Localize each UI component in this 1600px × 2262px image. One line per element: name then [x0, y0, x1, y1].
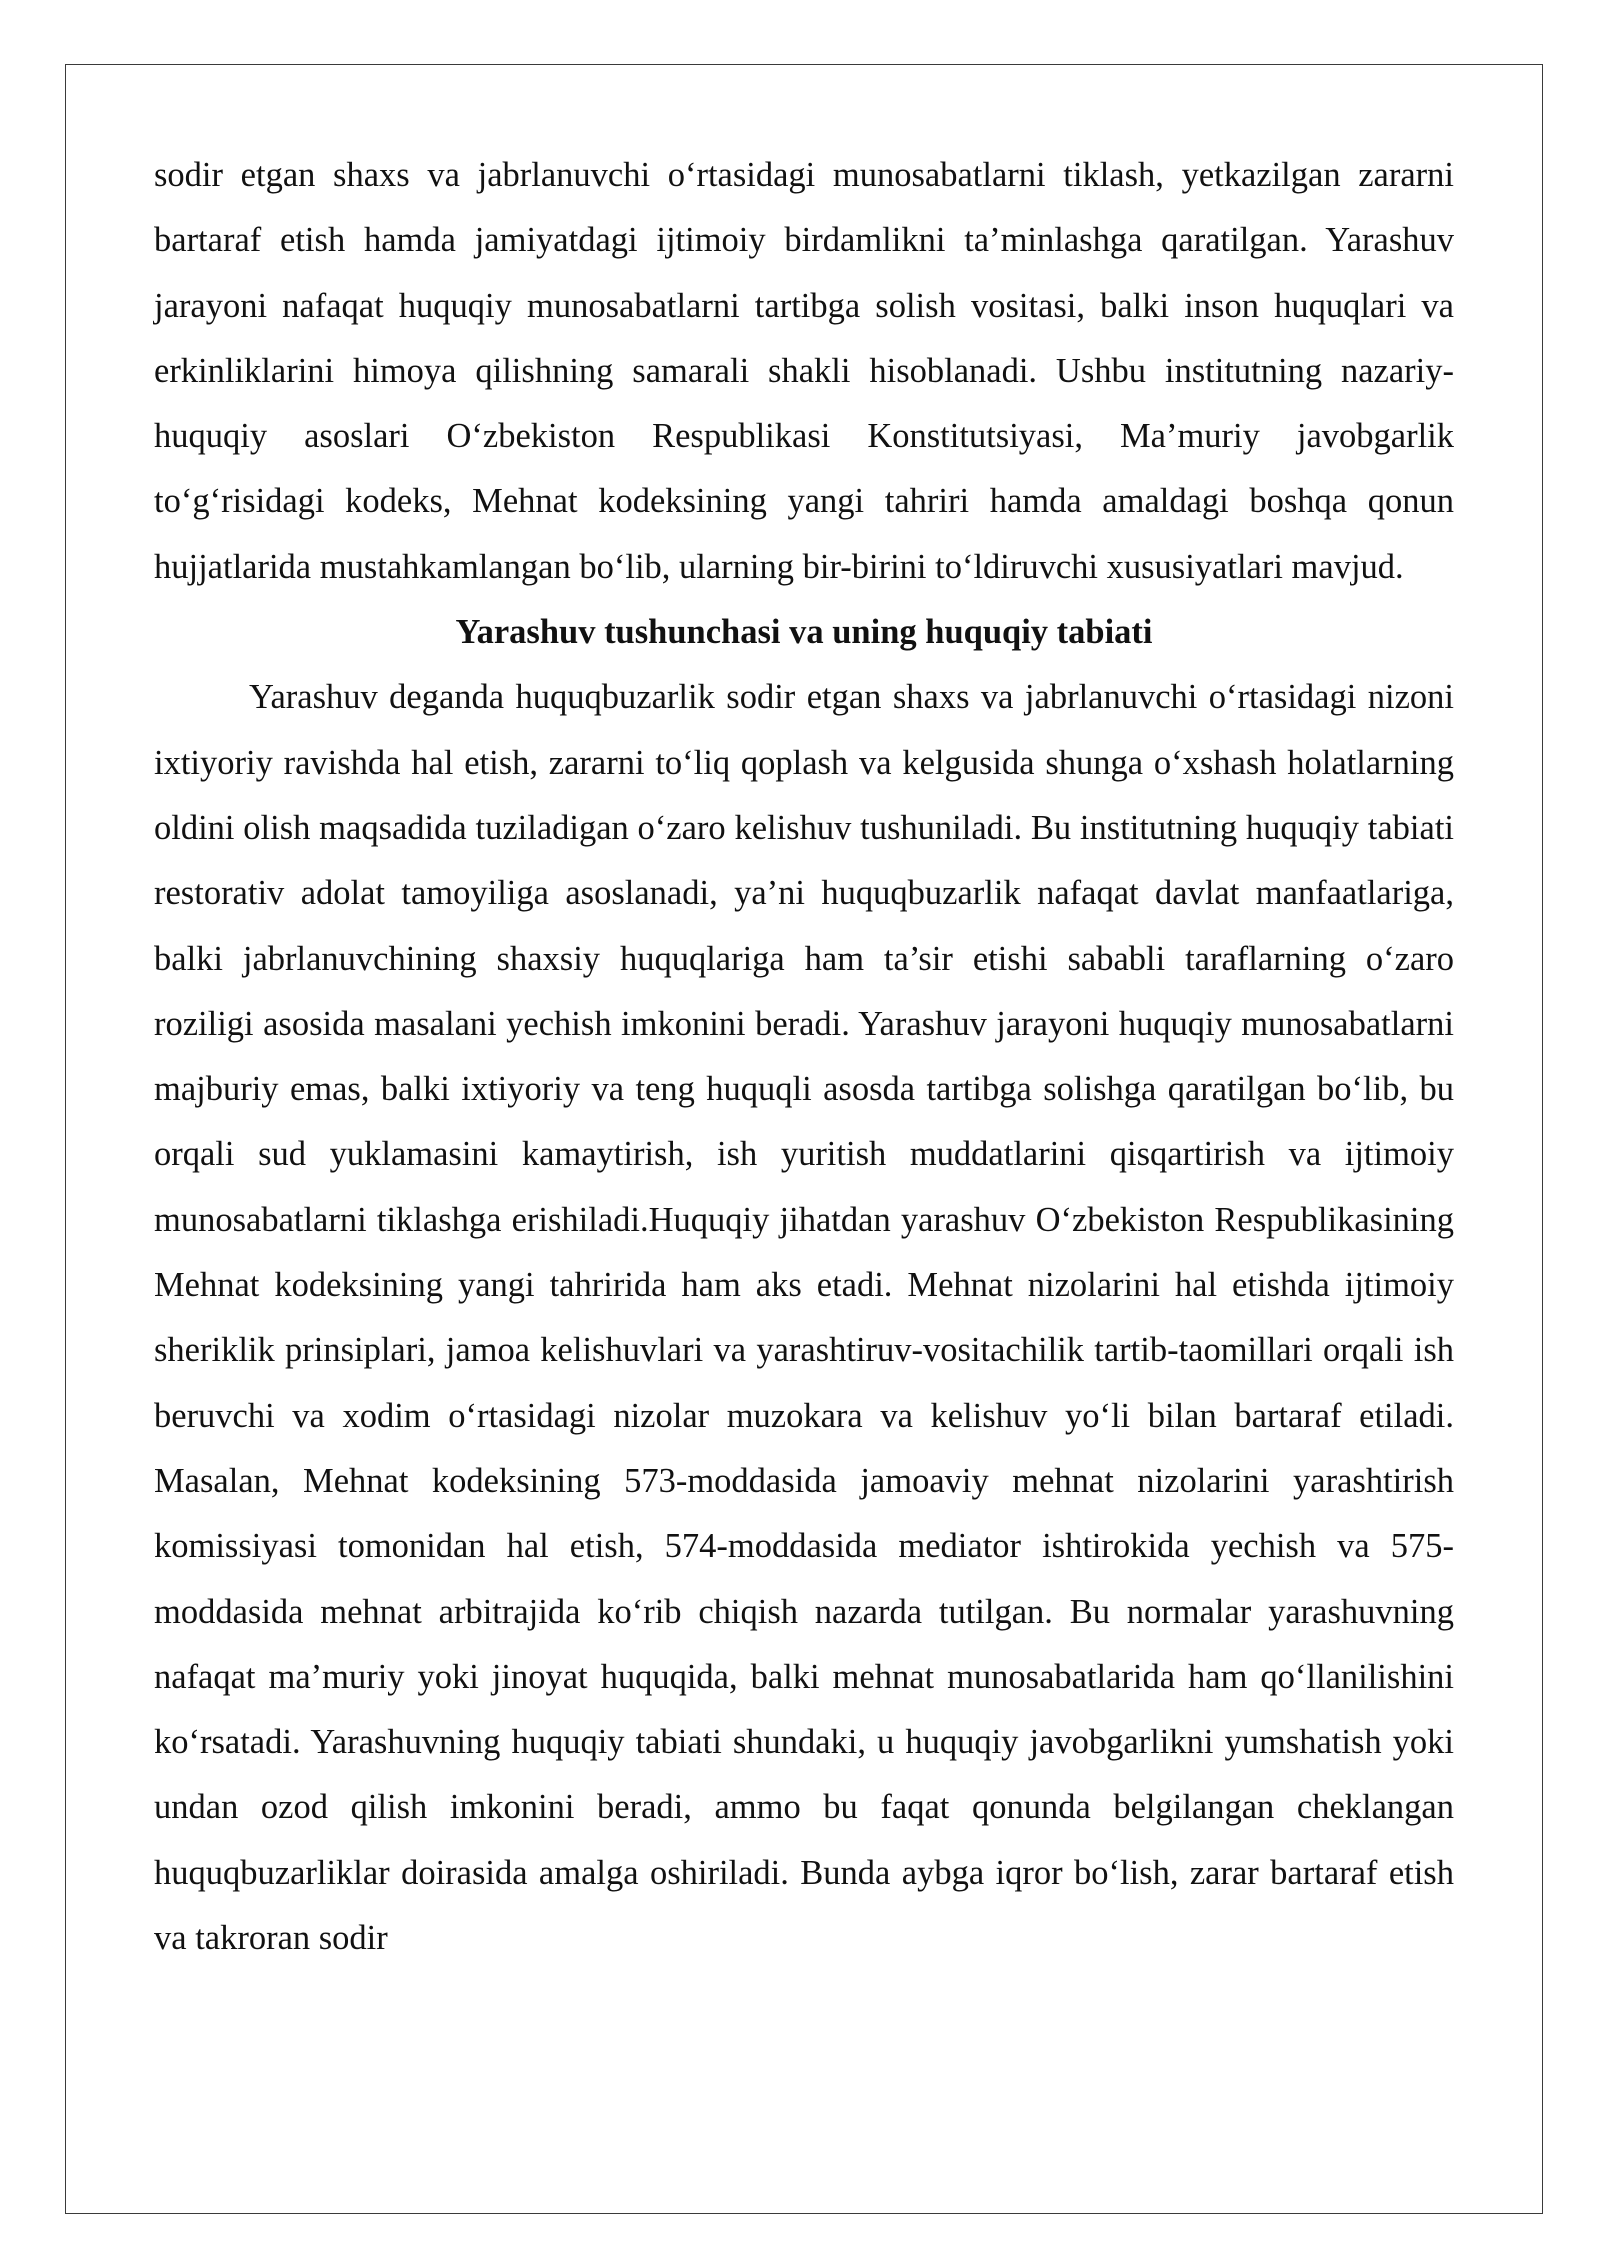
- paragraph-intro: sodir etgan shaxs va jabrlanuvchi o‘rtasidagi munosabatlarni tiklash, yetkazilgan zararni bartaraf etish hamda jamiyatdagi ijtimoiy birdamlikni ta’minlashga qaratilgan. Yarashuv jarayoni nafaqat huquqiy munosabatlarni tartibga solish vositasi, balki inson huquqlari va erkinliklarini himoya qilishning samarali shakli hisoblanadi. Ushbu institutning nazariy-huquqiy asoslari O‘zbekiston Respublikasi Konstitutsiyasi, Ma’muriy javobgarlik to‘g‘risidagi kodeks, Mehnat kodeksining yangi tahriri hamda amaldagi boshqa qonun hujjatlarida mustahkamlangan bo‘lib, ularning bir-birini to‘ldiruvchi xususiyatlari mavjud.: [154, 156, 1454, 586]
- document-body: [154, 143, 1454, 1971]
- section-heading: Yarashuv tushunchasi va uning huquqiy tabiati: [455, 613, 1153, 652]
- paragraph-main: Yarashuv deganda huquqbuzarlik sodir etgan shaxs va jabrlanuvchi o‘rtasidagi nizoni ixtiyoriy ravishda hal etish, zararni to‘liq qoplash va kelgusida shunga o‘xshash holatlarning oldini olish maqsadida tuziladigan o‘zaro kelishuv tushuniladi. Bu institutning huquqiy tabiati restorativ adolat tamoyiliga asoslanadi, ya’ni huquqbuzarlik nafaqat davlat manfaatlariga, balki jabrlanuvchining shaxsiy huquqlariga ham ta’sir etishi sababli taraflarning o‘zaro roziligi asosida masalani yechish imkonini beradi. Yarashuv jarayoni huquqiy munosabatlarni majburiy emas, balki ixtiyoriy va teng huquqli asosda tartibga solishga qaratilgan bo‘lib, bu orqali sud yuklamasini kamaytirish, ish yuritish muddatlarini qisqartirish va ijtimoiy munosabatlarni tiklashga erishiladi.Huquqiy jihatdan yarashuv O‘zbekiston Respublikasining Mehnat kodeksining yangi tahririda ham aks etadi. Mehnat nizolarini hal etishda ijtimoiy sheriklik prinsiplari, jamoa kelishuvlari va yarashtiruv-vositachilik tartib-taomillari orqali ish beruvchi va xodim o‘rtasidagi nizolar muzokara va kelishuv yo‘li bilan bartaraf etiladi. Masalan, Mehnat kodeksining 573-moddasida jamoaviy mehnat nizolarini yarashtirish komissiyasi tomonidan hal etish, 574-moddasida mediator ishtirokida yechish va 575-moddasida mehnat arbitrajida ko‘rib chiqish nazarda tutilgan. Bu normalar yarashuvning nafaqat ma’muriy yoki jinoyat huquqida, balki mehnat munosabatlarida ham qo‘llanilishini ko‘rsatadi. Yarashuvning huquqiy tabiati shundaki, u huquqiy javobgarlikni yumshatish yoki undan ozod qilish imkonini beradi, ammo bu faqat qonunda belgilangan cheklangan huquqbuzarliklar doirasida amalga oshiriladi. Bunda aybga iqror bo‘lish, zarar bartaraf etish va takroran sodir: [154, 678, 1454, 1958]
